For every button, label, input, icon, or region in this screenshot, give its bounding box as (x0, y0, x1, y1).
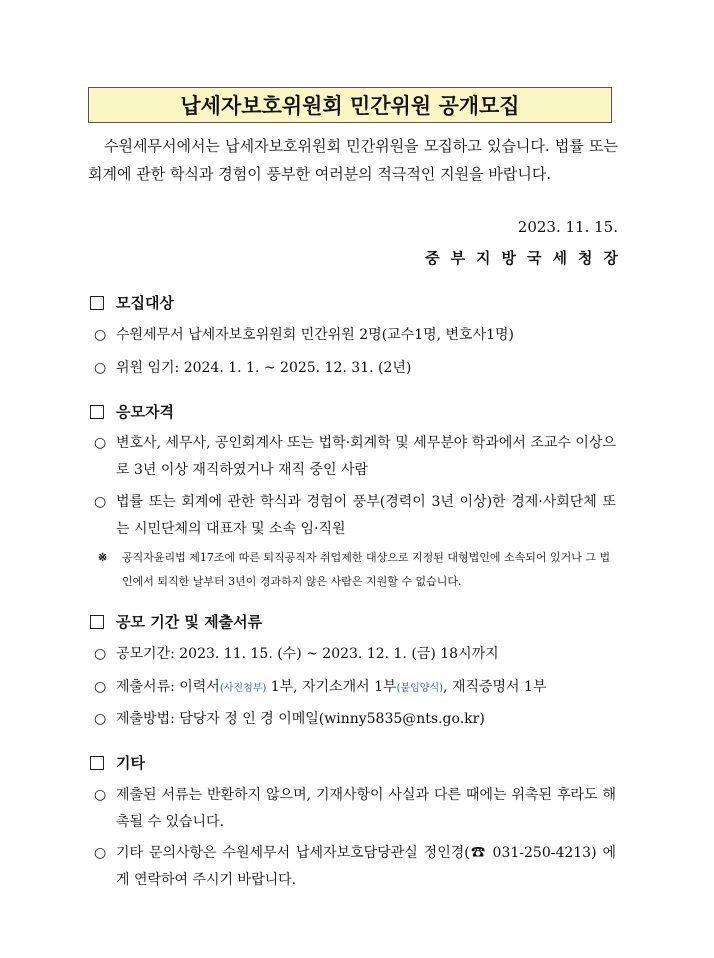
circle-bullet-icon: ○ (94, 845, 107, 861)
announcement-date: 2023. 11. 15. (517, 218, 618, 236)
circle-bullet-icon: ○ (94, 327, 107, 343)
circle-bullet-icon: ○ (94, 494, 107, 510)
reference-mark-icon: ※ (98, 551, 108, 564)
list-item: ○ 제출방법: 담당자 정 인 경 이메일(winny5835@nts.go.kr) (90, 706, 616, 733)
checkbox-square-icon (90, 296, 104, 310)
list-item: ○ 제출서류: 이력서(사진첨부) 1부, 자기소개서 1부(붙임양식), 재직증명서 1부 (90, 674, 616, 702)
list-item: ○ 법률 또는 회계에 관한 학식과 경험이 풍부(경력이 3년 이상)한 경제·사회단체 또는 시민단체의 대표자 및 소속 임·직원 (90, 489, 616, 543)
section-heading-recruit: 모집대상 (90, 292, 174, 313)
circle-bullet-icon: ○ (94, 360, 107, 376)
section-heading-period: 공모 기간 및 제출서류 (90, 611, 262, 632)
list-item: ○ 변호사, 세무사, 공인회계사 또는 법학·회계학 및 세무분야 학과에서 조교수 이상으로 3년 이상 재직하였거나 재직 중인 사람 (90, 430, 616, 484)
checkbox-square-icon (90, 756, 104, 770)
issuing-organization: 중부지방국세청장 (425, 249, 629, 267)
circle-bullet-icon: ○ (94, 679, 107, 695)
list-item: ○ 제출된 서류는 반환하지 않으며, 기재사항이 사실과 다른 때에는 위촉된 후라도 해촉될 수 있습니다. (90, 782, 616, 836)
section-heading-etc: 기타 (90, 752, 145, 773)
photo-attach-note: (사진첨부) (219, 683, 267, 694)
page-title: 납세자보호위원회 민간위원 공개모집 (180, 94, 520, 118)
circle-bullet-icon: ○ (94, 435, 107, 451)
list-item: ○ 기타 문의사항은 수원세무서 납세자보호담당관실 정인경(☎ 031-250-4213) 에게 연락하여 주시기 바랍니다. (90, 840, 616, 894)
checkbox-square-icon (90, 615, 104, 629)
circle-bullet-icon: ○ (94, 787, 107, 803)
list-item: ○ 위원 임기: 2024. 1. 1. ~ 2025. 12. 31. (2년) (90, 355, 616, 382)
list-item: ○ 수원세무서 납세자보호위원회 민간위원 2명(교수1명, 변호사1명) (90, 322, 616, 349)
section-heading-qualification: 응모자격 (90, 401, 174, 422)
list-item: ○ 공모기간: 2023. 11. 15. (수) ~ 2023. 12. 1. (금) 18시까지 (90, 641, 616, 668)
note: ※ 공직자윤리법 제17조에 따른 퇴직공직자 취업제한 대상으로 지정된 대형법인에 소속되어 있거나 그 법인에서 퇴직한 날부터 3년이 경과하지 않은 사람은 지원할 수 없습니다. (98, 546, 618, 594)
circle-bullet-icon: ○ (94, 646, 107, 662)
title-box (88, 87, 612, 123)
checkbox-square-icon (90, 405, 104, 419)
attached-form-note: (붙임양식) (396, 683, 444, 694)
intro-paragraph: 수원세무서에서는 납세자보호위원회 민간위원을 모집하고 있습니다. 법률 또는 회계에 관한 학식과 경험이 풍부한 여러분의 적극적인 지원을 바랍니다. (88, 137, 618, 183)
circle-bullet-icon: ○ (94, 711, 107, 727)
